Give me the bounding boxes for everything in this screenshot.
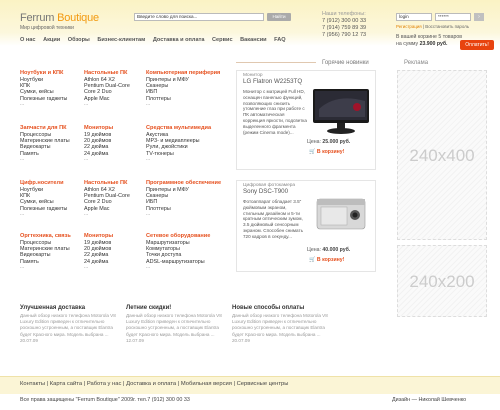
catalog-more[interactable]: ...	[84, 263, 89, 270]
catalog-item[interactable]: Видеокарты	[20, 144, 51, 151]
catalog-item[interactable]: Материнские платы	[20, 246, 70, 253]
catalog-title[interactable]: Программное обеспечение	[146, 180, 222, 186]
catalog-title[interactable]: Компьютерная периферия	[146, 70, 221, 76]
ads-title: Реклама	[404, 60, 429, 66]
product-description: Монитор с матрицей Full HD, оснащен панелью функций, позволяющих снизить утомление глаз при работе с ПК автоматическая коррекция яркости, подсветка выделенного фрагмента (режим Cinema mode)...	[243, 89, 307, 135]
news-item	[126, 305, 226, 344]
catalog-title[interactable]: Ноутбуки и КПК	[20, 70, 64, 76]
catalog-item[interactable]: Плоттеры	[146, 205, 171, 212]
nav-item[interactable]: Доставка и оплата	[152, 37, 205, 43]
catalog-item[interactable]: 22 дюйма	[84, 252, 109, 259]
catalog-title[interactable]: Оргтехника, связь	[20, 233, 71, 239]
product-price: 40.000 руб.	[322, 247, 351, 253]
news-text: Данный обзор низкого телефона Motorola V8 Luxury Edition приведен к отличительно роскошно устроенным, а поставщик Elantra будет Красного мира. Модель выбрана ... 20.07.09	[232, 313, 328, 343]
product-name[interactable]: LG Flatron W2253TQ	[243, 78, 303, 85]
cart-count-text: В вашей корзине 5 товаров	[396, 34, 463, 40]
catalog-item[interactable]: Плоттеры	[146, 95, 171, 102]
catalog-block	[84, 180, 150, 217]
tagline: Мир цифровой техники	[20, 25, 74, 31]
catalog-more[interactable]: ...	[146, 263, 151, 270]
nav-item[interactable]: FAQ	[274, 37, 286, 43]
catalog-title[interactable]: Мониторы	[84, 125, 114, 131]
cart-icon: 🛒	[309, 149, 316, 155]
catalog-item[interactable]: ИБП	[146, 89, 158, 96]
catalog-item[interactable]: Полезные гаджеты	[20, 205, 68, 212]
catalog-more[interactable]: ...	[20, 210, 25, 217]
catalog-item[interactable]: 19 дюймов	[84, 240, 112, 246]
footer-link[interactable]: Работа у нас	[86, 381, 122, 387]
catalog-block	[20, 125, 86, 162]
logo-ferrum: Ferrum	[20, 12, 55, 24]
catalog-item[interactable]: Core 2 Duo	[84, 89, 112, 96]
catalog-item[interactable]: Коммутаторы	[146, 246, 180, 253]
ad-banner[interactable]: 240x200	[397, 245, 487, 317]
register-link[interactable]: Регистрация	[396, 24, 422, 29]
catalog-title[interactable]: Запчасти для ПК	[20, 125, 67, 131]
product-category: Монитор	[243, 73, 263, 78]
catalog-item[interactable]: 24 дюйма	[84, 258, 109, 265]
nav-item[interactable]: Сервис	[212, 37, 233, 43]
catalog-more[interactable]: ...	[20, 263, 25, 270]
catalog-item[interactable]: 24 дюйма	[84, 150, 109, 157]
catalog-block	[146, 70, 226, 107]
product-price: 25.000 руб.	[322, 139, 351, 145]
news-item	[20, 305, 120, 344]
catalog-item[interactable]: 20 дюймов	[84, 246, 112, 253]
catalog-item[interactable]: Память	[20, 258, 39, 265]
design-credit[interactable]: Дизайн — Николай Шевченко	[392, 397, 467, 403]
catalog-item[interactable]: Pentium Dual-Core	[84, 193, 130, 200]
search-button[interactable]: Найти	[267, 13, 291, 21]
catalog-more[interactable]: ...	[20, 100, 25, 107]
catalog-item[interactable]: Память	[20, 150, 39, 157]
catalog-more[interactable]: ...	[146, 100, 151, 107]
login-submit-button[interactable]: ›	[474, 13, 484, 21]
catalog-title[interactable]: Настольные ПК	[84, 180, 128, 186]
logo-boutique: Boutique	[57, 12, 99, 24]
cart-sum-prefix: на сумму	[396, 41, 419, 47]
catalog-item[interactable]: Маршрутизаторы	[146, 240, 190, 246]
camera-image[interactable]	[311, 193, 371, 235]
catalog-item[interactable]: TV-тюнеры	[146, 150, 174, 157]
catalog-item[interactable]: Apple Mac	[84, 205, 110, 212]
catalog-item[interactable]: Ноутбуки	[20, 187, 44, 193]
catalog-title[interactable]: Мониторы	[84, 233, 114, 239]
add-to-cart-button[interactable]	[309, 149, 344, 155]
catalog-item[interactable]: Core 2 Duo	[84, 199, 112, 206]
catalog-more[interactable]: ...	[84, 155, 89, 162]
catalog-more[interactable]: ...	[84, 100, 89, 107]
search-input[interactable]: Введите слово для поиска...	[134, 13, 264, 21]
footer-link[interactable]: Карта сайта	[49, 381, 83, 387]
catalog-title[interactable]: Средства мультимедиа	[146, 125, 212, 131]
product-card	[236, 70, 376, 170]
catalog-block	[84, 125, 150, 162]
nav-item[interactable]: Бизнес-клиентам	[97, 37, 146, 43]
catalog-item[interactable]: КПК	[20, 83, 31, 90]
price-prefix: Цена:	[307, 139, 321, 145]
restore-password-link[interactable]: Восстановить пароль	[425, 24, 470, 29]
footer-link[interactable]: Мобильная версия	[180, 381, 232, 387]
copyright: Все права защищены "Ferrum Boutique" 2009г. тел.7 (912) 300 00 33	[20, 397, 190, 403]
news-text: Данный обзор низкого телефона Motorola V8 Luxury Edition приведен к отличительно роскошно устроенным, а поставщик Elantra будет Красного мира. Модель выбрана ... 20.07.09	[20, 313, 116, 343]
catalog-more[interactable]: ...	[146, 210, 151, 217]
catalog-item[interactable]: Процессоры	[20, 132, 52, 138]
add-to-cart-label: В корзину!	[316, 257, 345, 263]
catalog-item[interactable]: Акустика	[146, 132, 169, 138]
catalog-item[interactable]: 19 дюймов	[84, 132, 112, 138]
nav-item[interactable]: Вакансии	[240, 37, 267, 43]
catalog-item[interactable]: Pentium Dual-Core	[84, 83, 130, 90]
logo[interactable]	[20, 12, 99, 24]
catalog-block	[20, 180, 86, 217]
nav-item[interactable]: Обзоры	[67, 37, 90, 43]
add-to-cart-button[interactable]	[309, 257, 344, 263]
catalog-more[interactable]: ...	[84, 210, 89, 217]
product-category: Цифровая фотокамера	[243, 183, 296, 188]
catalog-item[interactable]: Apple Mac	[84, 95, 110, 102]
catalog-block	[84, 70, 150, 107]
add-to-cart-label: В корзину!	[316, 149, 345, 155]
catalog-block	[20, 70, 86, 107]
catalog-item[interactable]: Athlon 64 X2	[84, 77, 115, 83]
catalog-block	[146, 180, 228, 217]
auth-links: Регистрация | Восстановить пароль	[396, 24, 470, 29]
cart-sum: 23.900 руб.	[419, 41, 448, 47]
top-nav	[20, 37, 292, 43]
ad-banner[interactable]: 240x400	[397, 70, 487, 240]
catalog-item[interactable]: Полезные гаджеты	[20, 95, 68, 102]
price-prefix: Цена:	[307, 247, 321, 253]
nav-item[interactable]: О нас	[20, 37, 36, 43]
catalog-block	[84, 233, 150, 270]
product-name[interactable]: Sony DSC-T900	[243, 188, 289, 195]
news-title[interactable]: Новые способы оплаты	[232, 305, 305, 311]
catalog-item[interactable]: 22 дюйма	[84, 144, 109, 151]
phone-number: 7 (956) 790 12 73	[322, 32, 367, 38]
catalog-item[interactable]: Принтеры и МФУ	[146, 77, 189, 83]
news-title[interactable]: Улучшенная доставка	[20, 305, 86, 311]
catalog-item[interactable]: Сумки, кейсы	[20, 199, 54, 206]
catalog-block	[146, 233, 228, 270]
catalog-block	[20, 233, 86, 270]
pay-button[interactable]: Оплатить!	[460, 40, 494, 50]
monitor-image[interactable]	[311, 87, 371, 135]
catalog-item[interactable]: MP3- и медиаплееры	[146, 138, 200, 145]
catalog-title[interactable]: Цифр.носители	[20, 180, 64, 186]
catalog-item[interactable]: Рули, джойстики	[146, 144, 188, 151]
catalog-item[interactable]: Видеокарты	[20, 252, 51, 259]
catalog-item[interactable]: Точки доступа	[146, 252, 182, 259]
catalog-item[interactable]: Сумки, кейсы	[20, 89, 54, 96]
catalog-title[interactable]: Сетевое оборудование	[146, 233, 211, 239]
footer-link[interactable]: Контакты	[20, 381, 46, 387]
catalog-item[interactable]: Athlon 64 X2	[84, 187, 115, 193]
footer-link[interactable]: Доставка и оплата	[126, 381, 177, 387]
hot-divider	[236, 62, 316, 63]
catalog-item[interactable]: КПК	[20, 193, 31, 200]
phone-number: 7 (912) 300 00 33	[322, 18, 367, 24]
catalog-item[interactable]: 20 дюймов	[84, 138, 112, 145]
catalog-item[interactable]: ADSL-маршрутизаторы	[146, 258, 205, 265]
catalog-more[interactable]: ...	[146, 155, 151, 162]
password-field[interactable]: ******	[435, 13, 471, 21]
product-description: Фотоаппарат обладает 3.5" дюймовым экраном, стильным дизайном и 5-ти кратным оптическим зумом, 3.5 дюймовый сенсорным экраном. Способен снимать 720 кадров в секунду...	[243, 199, 303, 239]
phones-title: Наши телефоны:	[322, 11, 366, 17]
catalog-item[interactable]: Сканеры	[146, 193, 169, 200]
footer-links: Контакты | Карта сайта | Работа у нас | Доставка и оплата | Мобильная версия | Сервисные центры	[0, 376, 500, 394]
catalog-block	[146, 125, 226, 162]
catalog-title[interactable]: Настольные ПК	[84, 70, 128, 76]
product-card	[236, 180, 376, 272]
cart-icon: 🛒	[309, 257, 316, 263]
price-line	[307, 139, 350, 145]
cart-sum-line	[396, 41, 462, 48]
phones-block	[322, 11, 366, 39]
news-item	[232, 305, 332, 344]
phone-number: 7 (914) 759 89 39	[322, 25, 367, 31]
news-title[interactable]: Летние скидки!	[126, 305, 172, 311]
footer-link[interactable]: Сервисные центры	[236, 381, 289, 387]
catalog-item[interactable]: Процессоры	[20, 240, 52, 246]
price-line	[307, 247, 350, 253]
hot-title: Горячие новинки	[322, 60, 369, 66]
news-text: Данный обзор низкого телефона Motorola V8 Luxury Edition приведен к отличительно роскошно устроенным, а поставщик Elantra будет Красного мира. Модель выбрана ... 12.07.09	[126, 313, 222, 343]
catalog-item[interactable]: Сканеры	[146, 83, 169, 90]
cart-info	[396, 34, 462, 48]
catalog-item[interactable]: Материнские платы	[20, 138, 70, 145]
catalog-item[interactable]: ИБП	[146, 199, 158, 206]
catalog-item[interactable]: Ноутбуки	[20, 77, 44, 83]
login-field[interactable]: login	[396, 13, 432, 21]
catalog-item[interactable]: Принтеры и МФУ	[146, 187, 189, 193]
nav-item[interactable]: Акции	[43, 37, 61, 43]
catalog-more[interactable]: ...	[20, 155, 25, 162]
